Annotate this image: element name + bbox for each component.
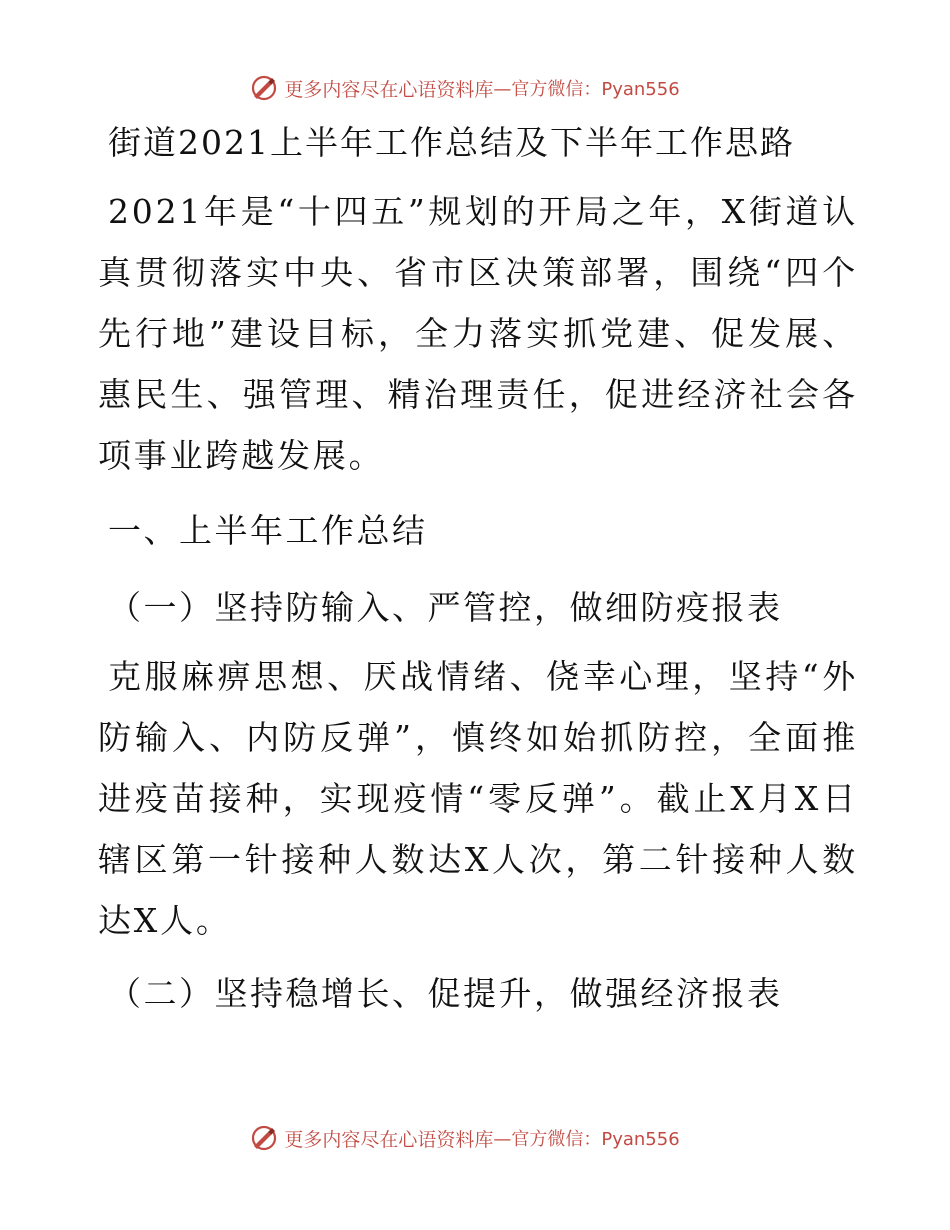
watermark-sub-text: —官方微信：Pyan556 xyxy=(493,79,680,100)
section-heading-1: 一、上半年工作总结 xyxy=(108,511,428,550)
subsection-heading-2: （二）坚持稳增长、促提升，做强经济报表 xyxy=(108,974,783,1013)
watermark-sub-text: —官方微信：Pyan556 xyxy=(493,1129,680,1150)
subsection-heading-1: （一）坚持防输入、严管控，做细防疫报表 xyxy=(108,588,783,627)
intro-paragraph: 2021年是“十四五”规划的开局之年，X街道认真贯彻落实中央、省市区决策部署，围绕“四个先行地”建设目标，全力落实抓党建、促发展、惠民生、强管理、精治理责任，促进经济社会各项事业跨越发展。 xyxy=(98,192,858,475)
pen-logo-icon xyxy=(250,1124,278,1152)
subsection-1-paragraph: 克服麻痹思想、厌战情绪、侥幸心理，坚持“外防输入、内防反弹”，慎终如始抓防控，全面推进疫苗接种，实现疫情“零反弹”。截止X月X日辖区第一针接种人数达X人次，第二针接种人数达X人。 xyxy=(98,657,858,940)
document-title: 街道2021上半年工作总结及下半年工作思路 xyxy=(108,123,795,162)
document-page xyxy=(98,123,858,1013)
pen-logo-icon xyxy=(250,74,278,102)
footer-watermark xyxy=(0,1124,950,1152)
header-watermark xyxy=(0,74,950,102)
watermark-main-text: 更多内容尽在心语资料库 xyxy=(284,1128,494,1151)
watermark-main-text: 更多内容尽在心语资料库 xyxy=(284,78,494,101)
